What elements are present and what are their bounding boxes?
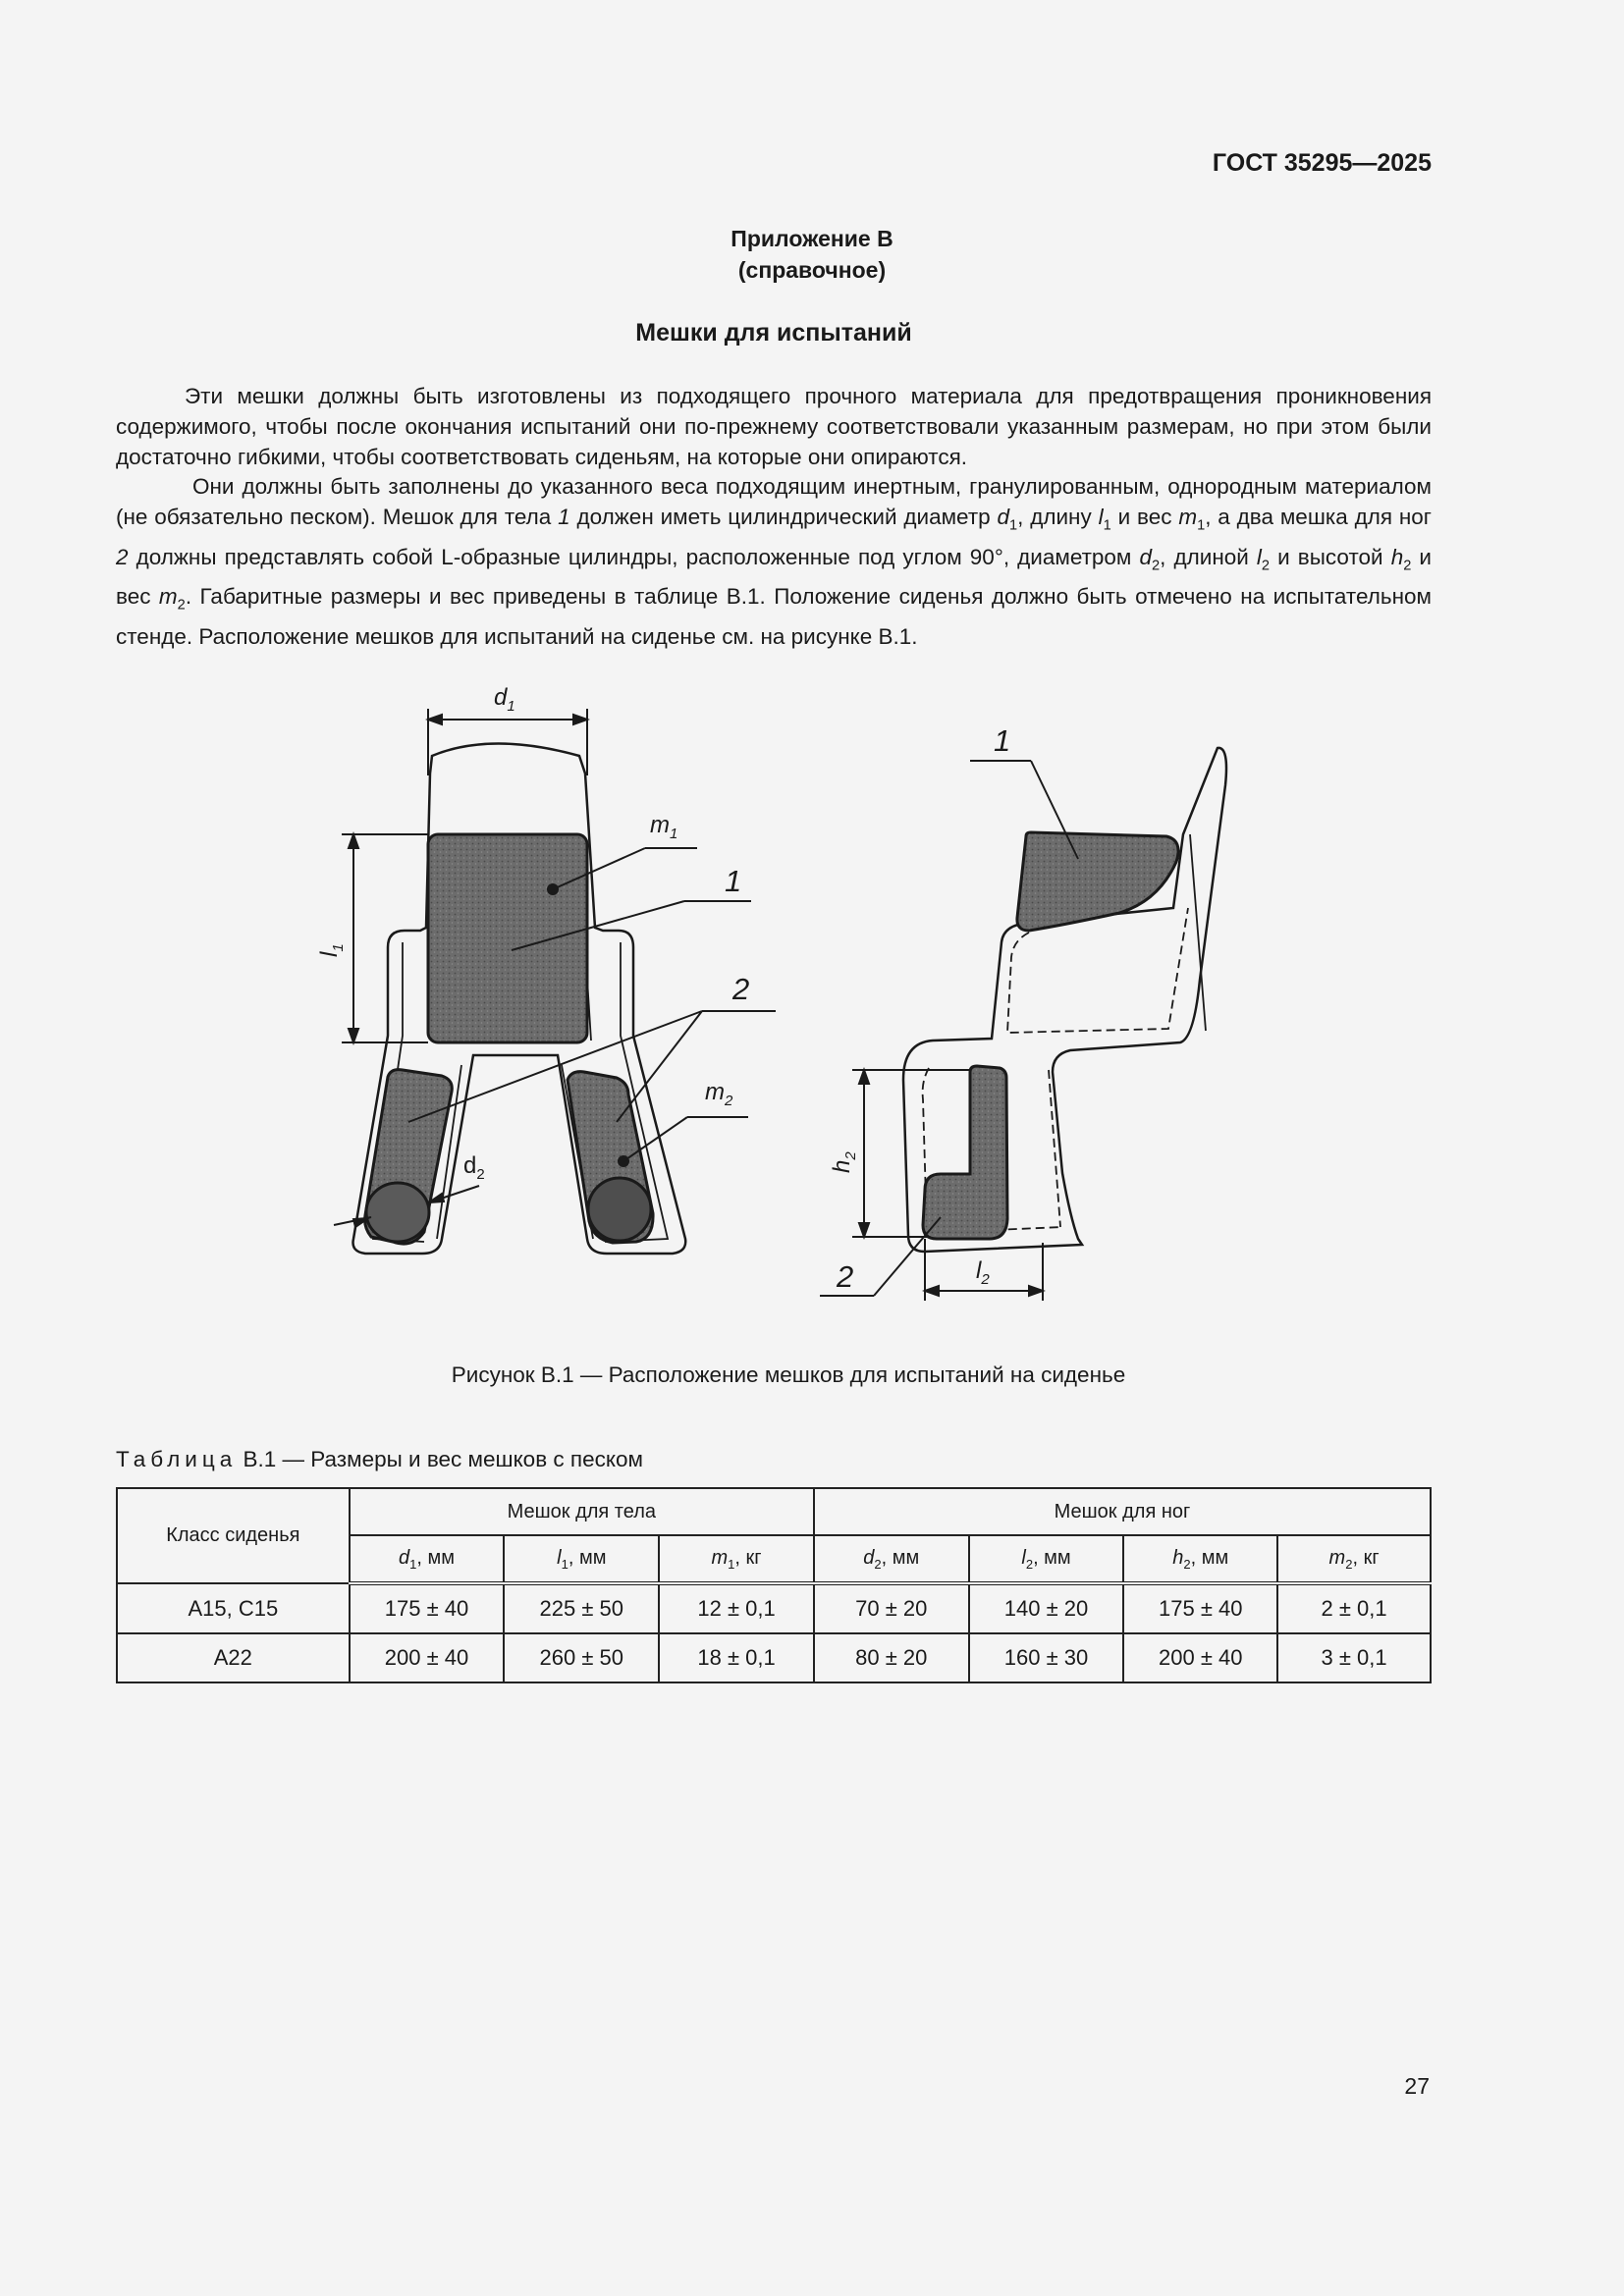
- header-m1: $m_1$, кг: [659, 1535, 814, 1583]
- table-row: [117, 1583, 1431, 1633]
- label-1-front: 1: [725, 864, 742, 898]
- label-d2: $d_2$: [463, 1152, 485, 1183]
- table-cell: A22: [117, 1633, 350, 1682]
- leg-bag-right-cross-section: [588, 1178, 651, 1241]
- table-cell: 3 ± 0,1: [1277, 1633, 1431, 1682]
- paragraph-1: Эти мешки должны быть изготовлены из подходящего прочного материала для предотвращения проникновения содержимого, чтобы после окончания испытаний они по-прежнему соответствовали указанным размерам, но при этом были достаточно гибкими, чтобы соответствовать сиденьям, на которые они опираются.: [116, 384, 1432, 469]
- table-cell: 70 ± 20: [814, 1583, 969, 1633]
- paragraph-2: Они должны быть заполнены до указанного веса подходящим инертным, гранулированным, однородным материалом (не обязательно песком). Мешок для тела 1 должен иметь цилиндрический диаметр $d_1$, длину $l_1$ и вес $m_1$, а два мешка для ног 2 должны представлять собой L-образные цилиндры, расположенные под углом 90°, диаметром $d_2$, длиной $l_2$ и высотой $h_2$ и вес $m_2$. Габаритные размеры и вес приведены в таблице В.1. Положение сиденья должно быть отмечено на испытательном стенде. Расположение мешков для испытаний на сиденье см. на рисунке В.1.: [116, 474, 1433, 649]
- table-header-row-1: [117, 1488, 1431, 1535]
- label-l2: $l_2$: [976, 1257, 990, 1288]
- page-number: 27: [1404, 2073, 1430, 2099]
- table-cell: 260 ± 50: [504, 1633, 659, 1682]
- table-cell: 175 ± 40: [1123, 1583, 1277, 1633]
- standard-id: ГОСТ 35295—2025: [1212, 149, 1432, 177]
- table-row: [117, 1633, 1431, 1682]
- table-cell: 80 ± 20: [814, 1633, 969, 1682]
- table-cell: 140 ± 20: [969, 1583, 1124, 1633]
- label-m1: $m_1$: [650, 812, 678, 842]
- figure-caption: Рисунок В.1 — Расположение мешков для испытаний на сиденье: [451, 1362, 1126, 1387]
- table-cell: 18 ± 0,1: [659, 1633, 814, 1682]
- table-cell: 12 ± 0,1: [659, 1583, 814, 1633]
- table-cell: 200 ± 40: [1123, 1633, 1277, 1682]
- label-d1: $d_1$: [494, 684, 515, 715]
- label-l1: $l_1$: [316, 943, 347, 957]
- label-1-side: 1: [994, 723, 1011, 758]
- header-body-bag: Мешок для тела: [350, 1488, 814, 1535]
- table-title: Таблица В.1 — Размеры и вес мешков с песком: [116, 1447, 643, 1471]
- appendix-title: Приложение В: [731, 226, 893, 251]
- header-l2: $l_2$, мм: [969, 1535, 1124, 1583]
- label-2-side: 2: [837, 1259, 854, 1294]
- table-cell: A15, C15: [117, 1583, 350, 1633]
- leg-bag-left-cross-section: [366, 1183, 429, 1242]
- appendix-subtitle: (справочное): [737, 257, 887, 283]
- label-h2: $h_2$: [829, 1151, 859, 1173]
- header-m2: $m_2$, кг: [1277, 1535, 1431, 1583]
- header-leg-bag: Мешок для ног: [814, 1488, 1431, 1535]
- section-title: Мешки для испытаний: [635, 319, 912, 347]
- table-cell: 2 ± 0,1: [1277, 1583, 1431, 1633]
- leg-bag-side: [923, 1066, 1007, 1239]
- table-cell: 225 ± 50: [504, 1583, 659, 1633]
- header-d1: $d_1$, мм: [350, 1535, 505, 1583]
- header-d2: $d_2$, мм: [814, 1535, 969, 1583]
- label-m2: $m_2$: [705, 1079, 733, 1109]
- label-2-front: 2: [732, 972, 750, 1006]
- header-h2: $h_2$, мм: [1123, 1535, 1277, 1583]
- table-cell: 160 ± 30: [969, 1633, 1124, 1682]
- bag-dimensions-table: [116, 1487, 1432, 1683]
- header-l1: $l_1$, мм: [504, 1535, 659, 1583]
- body-bag-side: [1017, 832, 1178, 931]
- table-cell: 200 ± 40: [350, 1633, 505, 1682]
- body-bag-front: [428, 834, 587, 1042]
- table-cell: 175 ± 40: [350, 1583, 505, 1633]
- header-seat-class: Класс сиденья: [117, 1488, 350, 1583]
